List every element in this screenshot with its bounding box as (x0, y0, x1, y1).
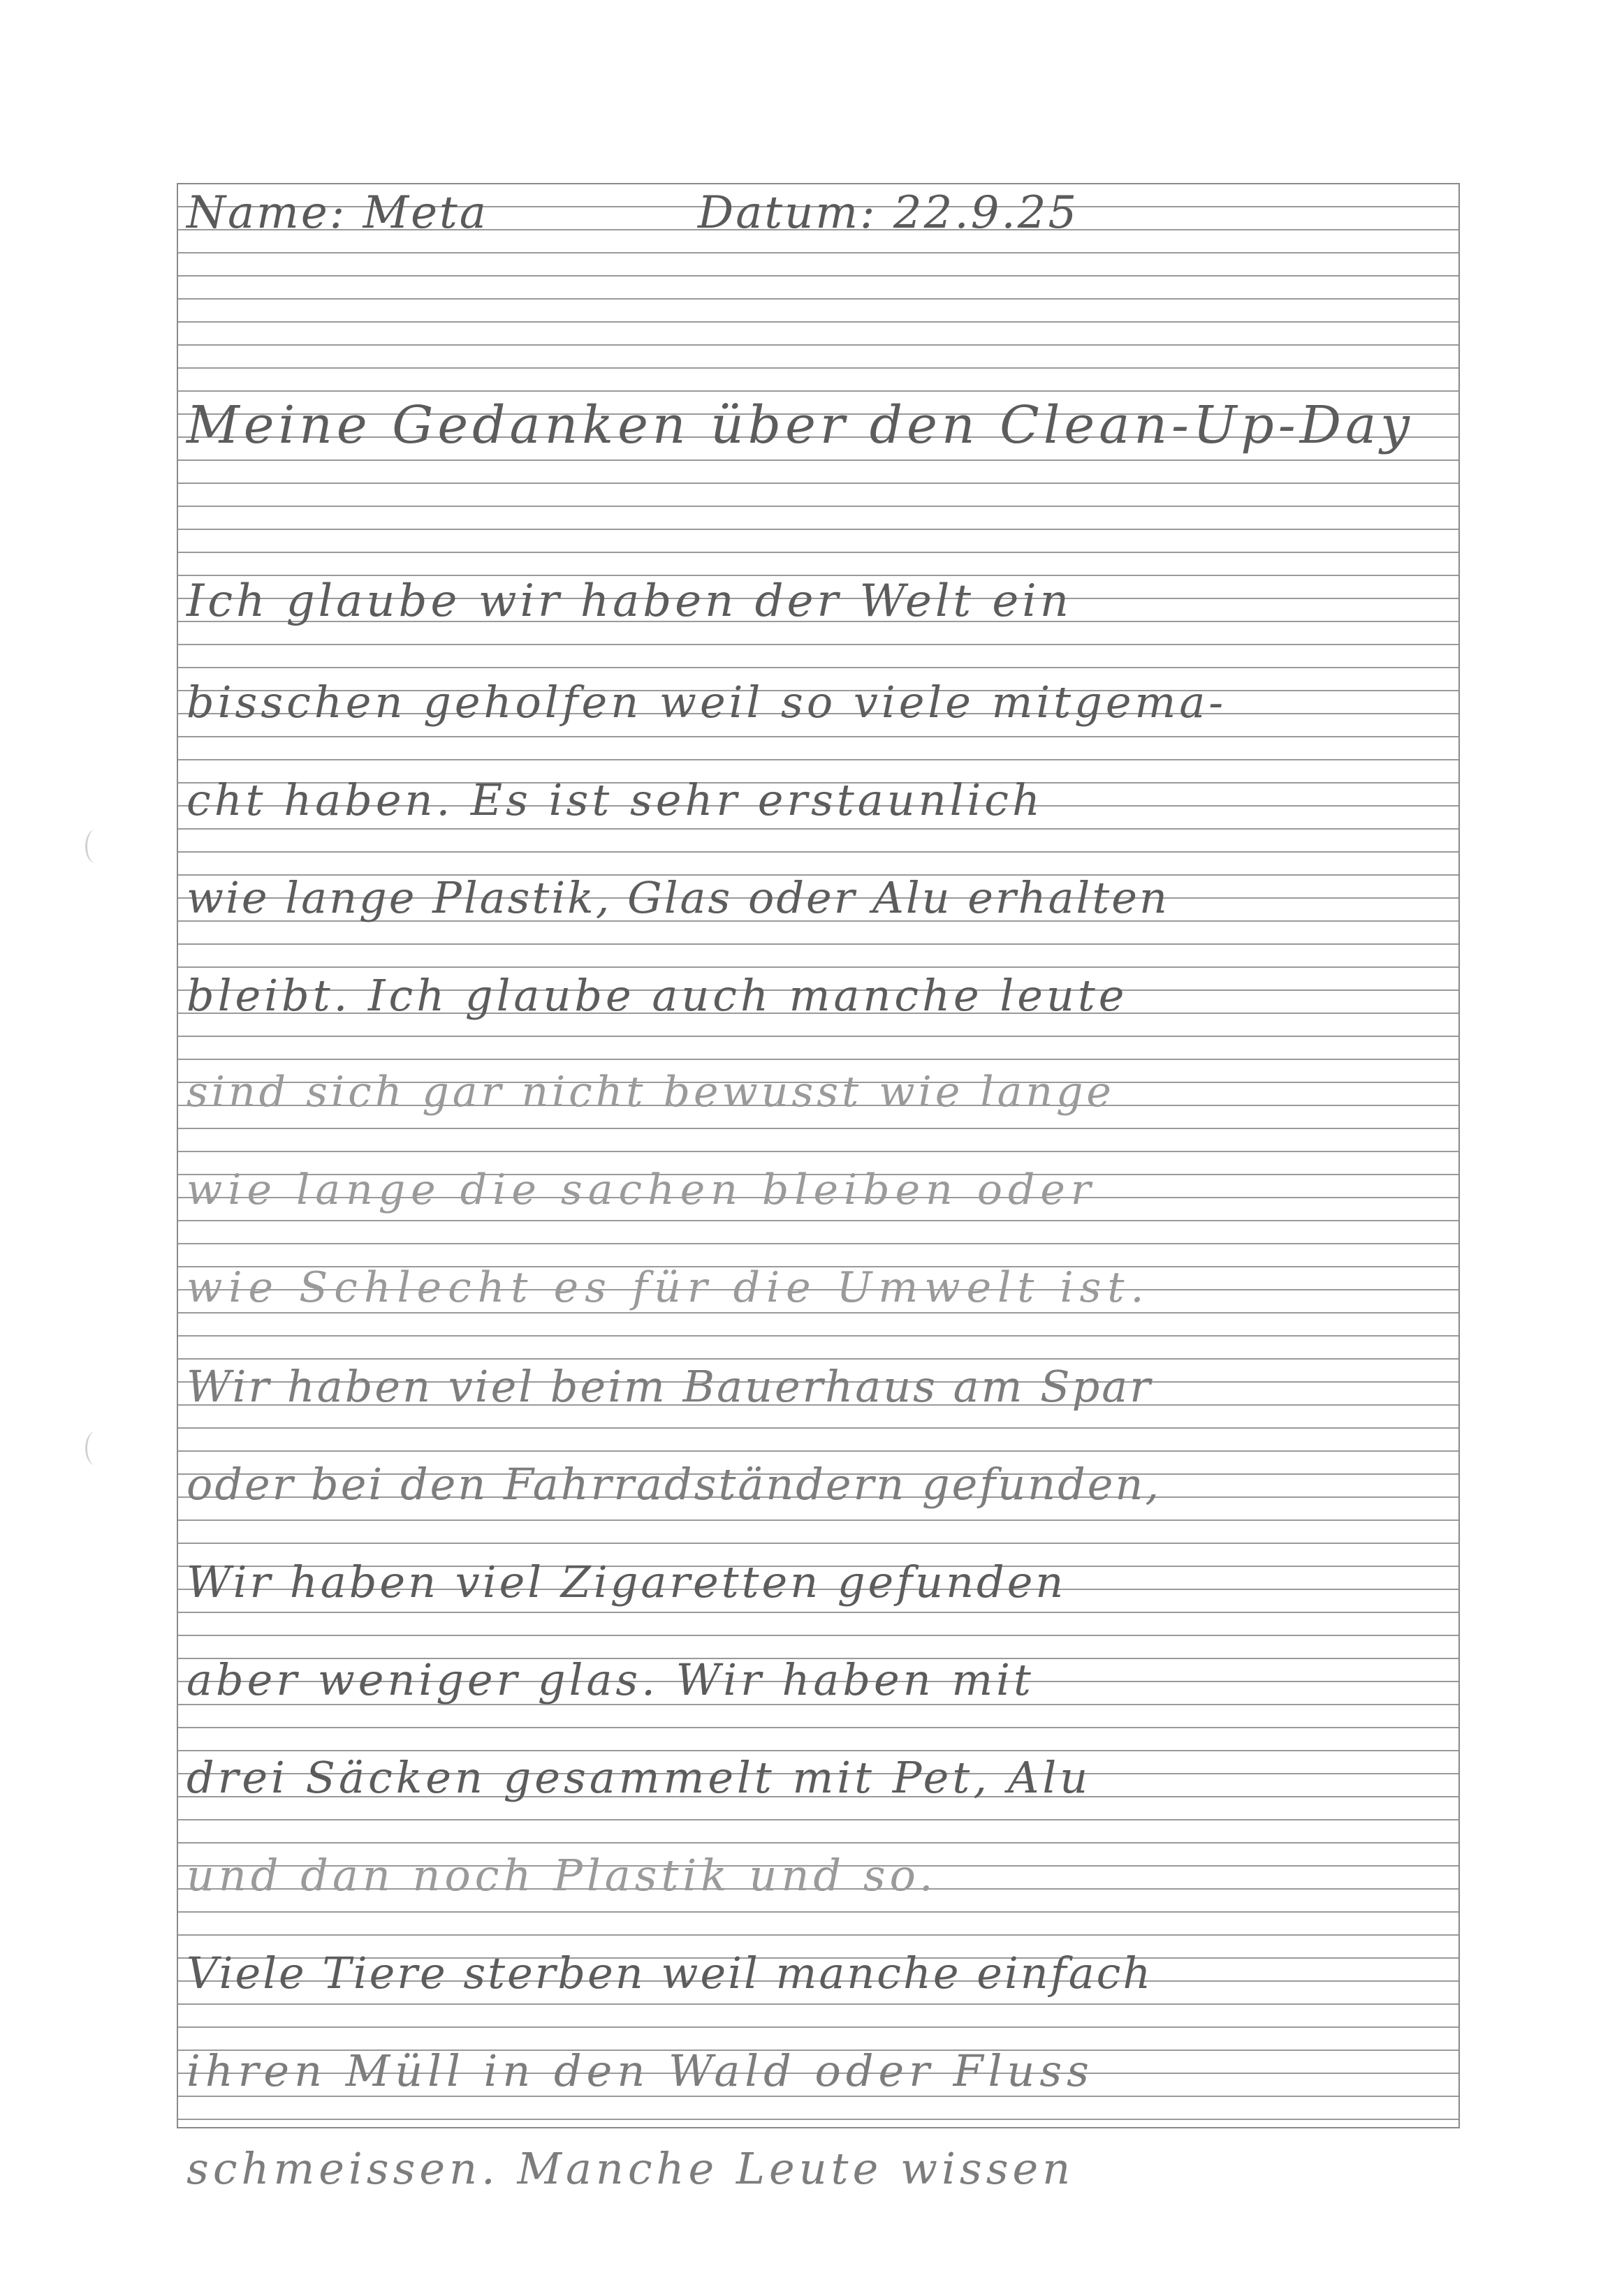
text-line: Ich glaube wir haben der Welt ein (186, 575, 1072, 627)
text-line: drei Säcken gesammelt mit Pet, Alu (186, 1752, 1092, 1803)
text-line: ihren Müll in den Wald oder Fluss (186, 2045, 1094, 2096)
name-field: Name: Meta (186, 187, 488, 239)
text-line: aber weniger glas. Wir haben mit (186, 1654, 1034, 1705)
essay-title: Meine Gedanken über den Clean-Up-Day (186, 395, 1414, 455)
date-field: Datum: 22.9.25 (697, 187, 1079, 239)
text-line: bleibt. Ich glaube auch manche leute (186, 970, 1128, 1021)
text-line: wie lange die sachen bleiben oder (186, 1165, 1097, 1214)
text-line: Wir haben viel Zigaretten gefunden (186, 1557, 1067, 1607)
punch-hole-mark (85, 1432, 105, 1465)
lined-paper-sheet (177, 183, 1460, 2194)
text-line: Viele Tiere sterben weil manche einfach (186, 1948, 1153, 1999)
text-line: und dan noch Plastik und so. (186, 1850, 937, 1901)
header-line (186, 187, 1078, 239)
text-line: wie Schlecht es für die Umwelt ist. (186, 1263, 1150, 1312)
text-line: schmeissen. Manche Leute wissen (186, 2143, 1075, 2194)
text-line: cht haben. Es ist sehr erstaunlich (186, 774, 1044, 825)
text-line: wie lange Plastik, Glas oder Alu erhalten (186, 872, 1169, 923)
text-line: bisschen geholfen weil so viele mitgema- (186, 677, 1227, 728)
text-line: sind sich gar nicht bewusst wie lange (186, 1068, 1115, 1117)
text-line: Wir haben viel beim Bauerhaus am Spar (186, 1361, 1153, 1412)
punch-hole-mark (85, 830, 105, 863)
text-line: oder bei den Fahrradständern gefunden, (186, 1459, 1162, 1510)
